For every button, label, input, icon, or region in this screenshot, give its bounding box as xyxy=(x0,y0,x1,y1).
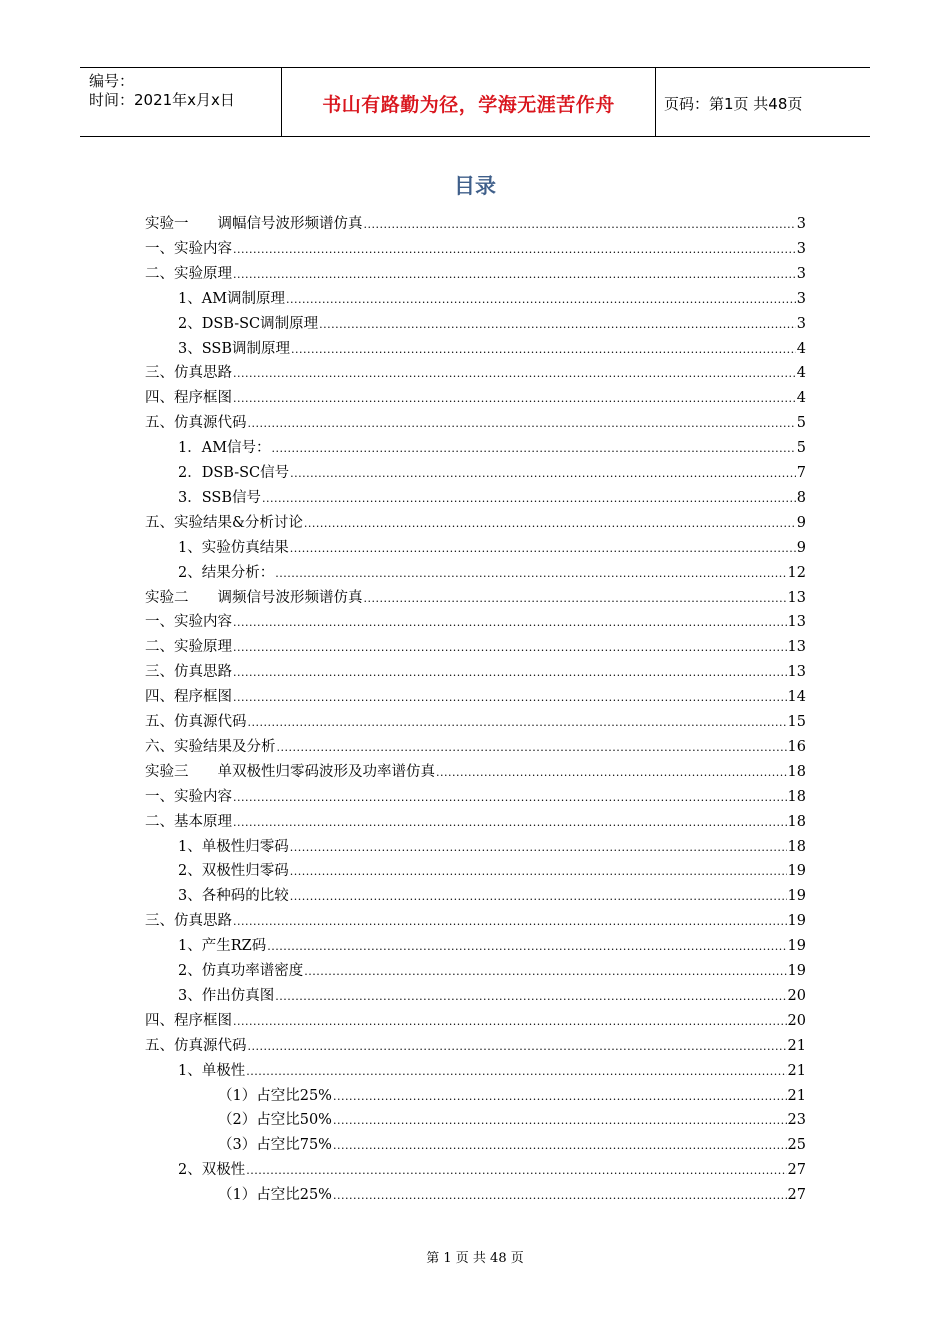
toc-entry-page: 3 xyxy=(796,290,806,307)
toc-entry-title: 2、双极性 xyxy=(178,1162,246,1179)
toc-entry[interactable] xyxy=(145,1034,806,1058)
toc-entry-page: 9 xyxy=(796,514,806,531)
toc-dot-leader xyxy=(248,417,796,430)
toc-entry[interactable] xyxy=(145,785,806,809)
toc-entry-page: 21 xyxy=(787,1062,806,1079)
toc-entry-title: 1、单极性归零码 xyxy=(178,838,289,855)
toc-entry-page: 27 xyxy=(787,1187,806,1204)
toc-entry-page: 4 xyxy=(796,365,806,382)
toc-entry-title: 1．AM信号： xyxy=(178,440,271,457)
toc-dot-leader xyxy=(333,1090,787,1103)
toc-dot-leader xyxy=(290,467,796,480)
toc-entry-title: 1、实验仿真结果 xyxy=(178,539,289,556)
toc-entry-title: （2）占空比50% xyxy=(218,1112,332,1129)
document-number-label: 编号： xyxy=(89,72,135,90)
toc-entry-page: 19 xyxy=(787,938,806,955)
toc-entry-title: 五、仿真源代码 xyxy=(145,415,247,432)
toc-entry-title: 实验三 单双极性归零码波形及功率谱仿真 xyxy=(145,763,435,780)
toc-dot-leader xyxy=(262,492,796,505)
toc-dot-leader xyxy=(290,865,787,878)
toc-entry[interactable] xyxy=(218,1183,806,1207)
toc-entry-title: 2、双极性归零码 xyxy=(178,863,289,880)
toc-entry[interactable] xyxy=(178,561,806,585)
toc-dot-leader xyxy=(246,1164,786,1177)
toc-entry-page: 5 xyxy=(796,440,806,457)
header-page-cell xyxy=(655,68,870,136)
toc-entry[interactable] xyxy=(145,635,806,659)
toc-entry[interactable] xyxy=(178,984,806,1008)
toc-dot-leader xyxy=(436,766,787,779)
toc-entry-page: 21 xyxy=(787,1087,806,1104)
toc-entry-title: 四、程序框图 xyxy=(145,689,232,706)
toc-entry[interactable] xyxy=(178,287,806,311)
toc-entry-title: 2、DSB-SC调制原理 xyxy=(178,315,319,332)
toc-entry-page: 19 xyxy=(787,913,806,930)
toc-entry-title: （1）占空比25% xyxy=(218,1187,332,1204)
toc-entry-page: 18 xyxy=(787,788,806,805)
toc-entry[interactable] xyxy=(145,262,806,286)
toc-entry-title: 2、结果分析： xyxy=(178,564,275,581)
toc-entry-title: 五、实验结果&分析讨论 xyxy=(145,514,303,531)
toc-entry[interactable] xyxy=(145,1009,806,1033)
toc-dot-leader xyxy=(290,890,787,903)
toc-entry-title: 3．SSB信号 xyxy=(178,489,261,506)
toc-entry-page: 19 xyxy=(787,863,806,880)
toc-entry-page: 18 xyxy=(787,763,806,780)
toc-entry-page: 13 xyxy=(787,614,806,631)
toc-entry-page: 14 xyxy=(787,689,806,706)
toc-entry-page: 19 xyxy=(787,888,806,905)
toc-entry[interactable] xyxy=(218,1084,806,1108)
toc-entry-page: 25 xyxy=(787,1137,806,1154)
toc-entry-page: 16 xyxy=(787,738,806,755)
toc-entry[interactable] xyxy=(145,386,806,410)
toc-dot-leader xyxy=(286,293,796,306)
toc-entry[interactable] xyxy=(145,361,806,385)
toc-entry-title: 实验一 调幅信号波形频谱仿真 xyxy=(145,216,363,232)
toc-entry-title: 1、单极性 xyxy=(178,1062,246,1079)
toc-dot-leader xyxy=(275,990,786,1003)
toc-entry[interactable] xyxy=(178,859,806,883)
toc-entry-page: 4 xyxy=(796,340,806,357)
toc-entry-title: 五、仿真源代码 xyxy=(145,714,247,730)
page-header xyxy=(80,67,870,137)
toc-entry[interactable] xyxy=(178,835,806,859)
toc-entry-page: 9 xyxy=(796,539,806,556)
toc-entry[interactable] xyxy=(145,660,806,684)
toc-entry-title: 二、实验原理 xyxy=(145,265,232,282)
toc-entry-page: 13 xyxy=(787,639,806,656)
toc-entry[interactable] xyxy=(178,959,806,983)
toc-entry-title: 实验二 调频信号波形频谱仿真 xyxy=(145,589,363,606)
toc-entry-title: 2．DSB-SC信号 xyxy=(178,465,290,481)
toc-dot-leader xyxy=(233,816,787,829)
toc-dot-leader xyxy=(364,592,787,605)
toc-dot-leader xyxy=(267,940,786,953)
toc-dot-leader xyxy=(233,691,787,704)
toc-dot-leader xyxy=(233,915,787,928)
toc-entry-title: 一、实验内容 xyxy=(145,240,232,257)
toc-entry[interactable] xyxy=(178,436,806,460)
toc-entry[interactable] xyxy=(178,1158,806,1182)
toc-entry-page: 13 xyxy=(787,664,806,681)
toc-entry[interactable] xyxy=(178,934,806,958)
toc-entry-title: 1、AM调制原理 xyxy=(178,290,286,307)
toc-dot-leader xyxy=(290,542,796,555)
toc-entry-page: 13 xyxy=(787,589,806,606)
toc-entry[interactable] xyxy=(178,536,806,560)
toc-entry-title: 三、仿真思路 xyxy=(145,913,232,930)
toc-entry[interactable] xyxy=(145,760,806,784)
toc-entry-title: 2、仿真功率谱密度 xyxy=(178,963,304,979)
toc-dot-leader xyxy=(233,367,796,380)
toc-entry-page: 12 xyxy=(787,564,806,581)
toc-entry-title: 三、仿真思路 xyxy=(145,664,232,681)
toc-entry-page: 18 xyxy=(787,813,806,830)
toc-dot-leader xyxy=(233,666,787,679)
page-footer: 第 1 页 共 48 页 xyxy=(426,1251,524,1266)
toc-dot-leader xyxy=(304,965,786,978)
toc-dot-leader xyxy=(291,343,796,356)
header-motto: 书山有路勤为径，学海无涯苦作舟 xyxy=(322,94,615,116)
toc-entry-title: 1、产生RZ码 xyxy=(178,938,267,955)
toc-entry-title: 3、各种码的比较 xyxy=(178,888,289,905)
toc-dot-leader xyxy=(333,1114,787,1127)
toc-entry-title: （3）占空比75% xyxy=(218,1137,332,1154)
toc-entry[interactable] xyxy=(178,337,806,361)
toc-entry[interactable] xyxy=(178,312,806,336)
header-meta-cell xyxy=(80,68,281,136)
toc-dot-leader xyxy=(304,517,796,530)
toc-entry[interactable] xyxy=(178,461,806,485)
toc-entry-page: 15 xyxy=(787,714,806,730)
toc-entry[interactable] xyxy=(145,685,806,709)
toc-entry-title: 一、实验内容 xyxy=(145,614,232,631)
toc-entry[interactable] xyxy=(145,237,806,261)
toc-dot-leader xyxy=(233,791,787,804)
document-time-label: 时间：2021年x月x日 xyxy=(89,91,235,109)
toc-entry-page: 3 xyxy=(796,240,806,257)
toc-entry-title: 五、仿真源代码 xyxy=(145,1037,247,1054)
toc-entry[interactable] xyxy=(145,212,806,236)
toc-entry-title: 3、作出仿真图 xyxy=(178,987,275,1004)
toc-entry-title: 二、实验原理 xyxy=(145,639,232,656)
toc-entry-page: 23 xyxy=(787,1112,806,1129)
toc-entry-page: 4 xyxy=(796,390,806,407)
toc-dot-leader xyxy=(233,268,796,281)
toc-entry-page: 20 xyxy=(787,1012,806,1029)
header-page-info: 页码：第1页 共48页 xyxy=(664,95,803,113)
toc-entry[interactable] xyxy=(178,486,806,510)
toc-entry-page: 19 xyxy=(787,963,806,979)
toc-entry[interactable] xyxy=(145,586,806,610)
toc-dot-leader xyxy=(233,243,796,256)
toc-dot-leader xyxy=(364,218,796,231)
toc-dot-leader xyxy=(233,641,787,654)
toc-entry-title: 四、程序框图 xyxy=(145,1012,232,1029)
toc-dot-leader xyxy=(275,567,786,580)
toc-entry-page: 3 xyxy=(796,216,806,232)
toc-dot-leader xyxy=(333,1139,787,1152)
toc-entry[interactable] xyxy=(218,1133,806,1157)
toc-entry[interactable] xyxy=(145,810,806,834)
toc-entry-page: 8 xyxy=(796,489,806,506)
toc-entry-title: 六、实验结果及分析 xyxy=(145,738,276,755)
toc-entry-page: 20 xyxy=(787,987,806,1004)
toc-dot-leader xyxy=(272,442,796,455)
toc-entry-title: （1）占空比25% xyxy=(218,1087,332,1104)
toc-entry-title: 3、SSB调制原理 xyxy=(178,340,290,357)
toc-entry-page: 7 xyxy=(796,465,806,481)
toc-entry-title: 一、实验内容 xyxy=(145,788,232,805)
toc-entry[interactable] xyxy=(218,1108,806,1132)
toc-dot-leader xyxy=(248,1040,787,1053)
toc-entry-page: 3 xyxy=(796,315,806,332)
toc-entry[interactable] xyxy=(145,710,806,734)
toc-entry-page: 18 xyxy=(787,838,806,855)
toc-entry-title: 三、仿真思路 xyxy=(145,365,232,382)
toc-entry-page: 3 xyxy=(796,265,806,282)
toc-entry-page: 27 xyxy=(787,1162,806,1179)
toc-dot-leader xyxy=(319,318,796,331)
toc-entry[interactable] xyxy=(178,884,806,908)
toc-entry[interactable] xyxy=(145,735,806,759)
toc-entry[interactable] xyxy=(145,411,806,435)
toc-entry[interactable] xyxy=(145,909,806,933)
toc-entry[interactable] xyxy=(145,511,806,535)
toc-dot-leader xyxy=(233,392,796,405)
toc-dot-leader xyxy=(246,1065,786,1078)
toc-entry-page: 21 xyxy=(787,1037,806,1054)
toc-dot-leader xyxy=(290,841,787,854)
header-motto-cell xyxy=(281,68,656,136)
toc-dot-leader xyxy=(233,616,787,629)
toc-entry[interactable] xyxy=(178,1059,806,1083)
toc-entry-title: 二、基本原理 xyxy=(145,813,232,830)
toc-entry-title: 四、程序框图 xyxy=(145,390,232,407)
toc-entry[interactable] xyxy=(145,610,806,634)
toc-dot-leader xyxy=(333,1189,787,1202)
toc-dot-leader xyxy=(248,716,787,729)
toc-title: 目录 xyxy=(454,173,496,198)
toc-dot-leader xyxy=(277,741,787,754)
toc-entry-page: 5 xyxy=(796,415,806,432)
toc-dot-leader xyxy=(233,1015,787,1028)
